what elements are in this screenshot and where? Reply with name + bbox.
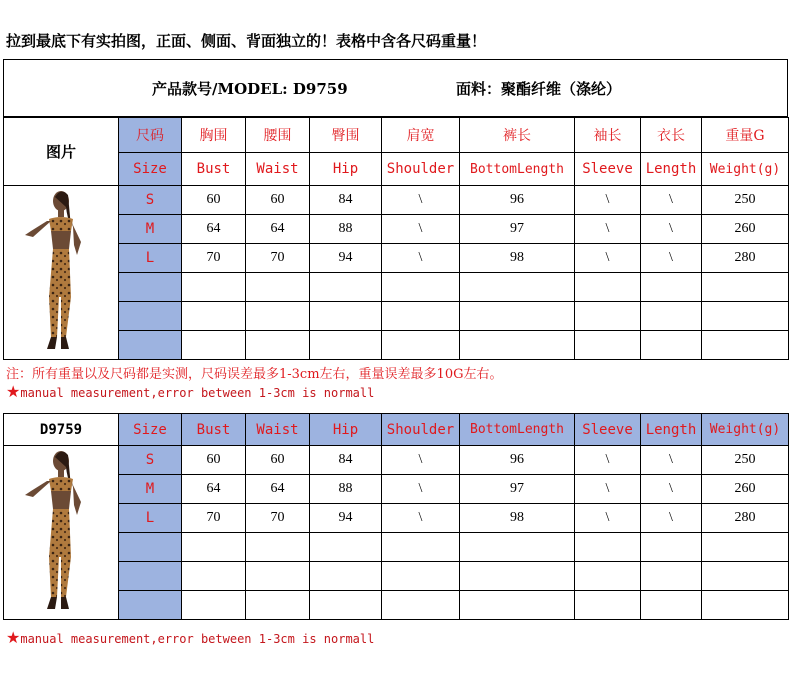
size-cell: L xyxy=(119,504,182,533)
empty-row xyxy=(4,562,789,591)
shoulder-cell: \ xyxy=(382,215,460,244)
weight-cell: 260 xyxy=(702,215,789,244)
size-cell: S xyxy=(119,446,182,475)
empty-row xyxy=(4,273,789,302)
length-cell: \ xyxy=(641,475,702,504)
hip-cell: 94 xyxy=(310,244,382,273)
table-row xyxy=(4,504,789,533)
table-row xyxy=(4,475,789,504)
product-photo xyxy=(4,446,119,620)
header-en-6: Sleeve xyxy=(575,414,641,446)
shoulder-cell: \ xyxy=(382,186,460,215)
bust-cell: 60 xyxy=(182,446,246,475)
sleeve-cell: \ xyxy=(575,215,641,244)
sleeve-cell: \ xyxy=(575,475,641,504)
note-english xyxy=(6,382,374,401)
bottom-length-cell: 97 xyxy=(460,215,575,244)
bottom-length-cell: 96 xyxy=(460,446,575,475)
model-figure-icon xyxy=(11,447,111,615)
model-figure-icon xyxy=(11,187,111,355)
weight-cell: 250 xyxy=(702,186,789,215)
header-en-8: Weight(g) xyxy=(702,414,789,446)
table-row xyxy=(4,215,789,244)
header-cn-7: 衣长 xyxy=(641,118,702,153)
header-cn-4: 肩宽 xyxy=(382,118,460,153)
header-en-8: Weight(g) xyxy=(702,153,789,186)
waist-cell: 70 xyxy=(246,504,310,533)
bottom-note xyxy=(6,628,374,647)
product-photo xyxy=(4,186,119,360)
bottom-length-cell: 97 xyxy=(460,475,575,504)
header-en-0: Size xyxy=(119,414,182,446)
bust-cell: 60 xyxy=(182,186,246,215)
length-cell: \ xyxy=(641,186,702,215)
sleeve-cell: \ xyxy=(575,504,641,533)
header-en-7: Length xyxy=(641,414,702,446)
waist-cell: 60 xyxy=(246,446,310,475)
note-chinese: 注：所有重量以及尺码都是实测，尺码误差最多1-3cm左右，重量误差最多10G左右。 xyxy=(6,367,503,382)
sleeve-cell: \ xyxy=(575,186,641,215)
waist-cell: 64 xyxy=(246,475,310,504)
header-cn-2: 腰围 xyxy=(246,118,310,153)
header-en-5: BottomLength xyxy=(460,414,575,446)
length-cell: \ xyxy=(641,504,702,533)
hip-cell: 88 xyxy=(310,475,382,504)
star-icon: ★ xyxy=(6,382,21,401)
sleeve-cell: \ xyxy=(575,244,641,273)
header-cn-3: 臀围 xyxy=(310,118,382,153)
bottom-length-cell: 98 xyxy=(460,244,575,273)
table-row xyxy=(4,244,789,273)
bust-cell: 64 xyxy=(182,475,246,504)
header-en-2: Waist xyxy=(246,153,310,186)
header-en-6: Sleeve xyxy=(575,153,641,186)
shoulder-cell: \ xyxy=(382,504,460,533)
header-en-1: Bust xyxy=(182,153,246,186)
top-note: 拉到最底下有实拍图，正面、侧面、背面独立的！表格中含各尺码重量！ xyxy=(6,32,487,50)
weight-cell: 250 xyxy=(702,446,789,475)
star-icon: ★ xyxy=(6,628,21,647)
size-cell: S xyxy=(119,186,182,215)
header-cn-0: 尺码 xyxy=(119,118,182,153)
empty-row xyxy=(4,302,789,331)
bottom-note-text: manual measurement,error between 1-3cm is normall xyxy=(20,632,375,646)
header-en-2: Waist xyxy=(246,414,310,446)
size-table-2 xyxy=(3,413,789,620)
header-en-0: Size xyxy=(119,153,182,186)
header-cn-5: 裤长 xyxy=(460,118,575,153)
header-en-7: Length xyxy=(641,153,702,186)
header-en-5: BottomLength xyxy=(460,153,575,186)
header-en-4: Shoulder xyxy=(382,153,460,186)
size-cell: M xyxy=(119,215,182,244)
header-en-3: Hip xyxy=(310,153,382,186)
shoulder-cell: \ xyxy=(382,446,460,475)
empty-row xyxy=(4,591,789,620)
shoulder-cell: \ xyxy=(382,475,460,504)
hip-cell: 84 xyxy=(310,186,382,215)
shoulder-cell: \ xyxy=(382,244,460,273)
empty-row xyxy=(4,533,789,562)
picture-label: 图片 xyxy=(4,118,119,186)
size-cell: M xyxy=(119,475,182,504)
note-english-text: manual measurement,error between 1-3cm is normall xyxy=(20,386,375,400)
header-cn-1: 胸围 xyxy=(182,118,246,153)
table1-body xyxy=(4,186,789,360)
table-row xyxy=(4,186,789,215)
model-header xyxy=(3,59,788,117)
table-row xyxy=(4,446,789,475)
header-en-3: Hip xyxy=(310,414,382,446)
bottom-length-cell: 98 xyxy=(460,504,575,533)
header-cn-8: 重量G xyxy=(702,118,789,153)
model-code: D9759 xyxy=(4,414,119,446)
weight-cell: 260 xyxy=(702,475,789,504)
size-cell: L xyxy=(119,244,182,273)
empty-row xyxy=(4,331,789,360)
waist-cell: 60 xyxy=(246,186,310,215)
size-table-1 xyxy=(3,117,789,360)
weight-cell: 280 xyxy=(702,244,789,273)
bust-cell: 70 xyxy=(182,504,246,533)
waist-cell: 64 xyxy=(246,215,310,244)
sleeve-cell: \ xyxy=(575,446,641,475)
weight-cell: 280 xyxy=(702,504,789,533)
bust-cell: 64 xyxy=(182,215,246,244)
waist-cell: 70 xyxy=(246,244,310,273)
fabric-label: 面料：聚酯纤维（涤纶） xyxy=(456,80,622,98)
length-cell: \ xyxy=(641,244,702,273)
hip-cell: 88 xyxy=(310,215,382,244)
bottom-length-cell: 96 xyxy=(460,186,575,215)
header-cn-6: 袖长 xyxy=(575,118,641,153)
hip-cell: 94 xyxy=(310,504,382,533)
header-en-4: Shoulder xyxy=(382,414,460,446)
length-cell: \ xyxy=(641,446,702,475)
header-en-1: Bust xyxy=(182,414,246,446)
hip-cell: 84 xyxy=(310,446,382,475)
length-cell: \ xyxy=(641,215,702,244)
model-label: 产品款号/MODEL: D9759 xyxy=(152,80,348,98)
bust-cell: 70 xyxy=(182,244,246,273)
